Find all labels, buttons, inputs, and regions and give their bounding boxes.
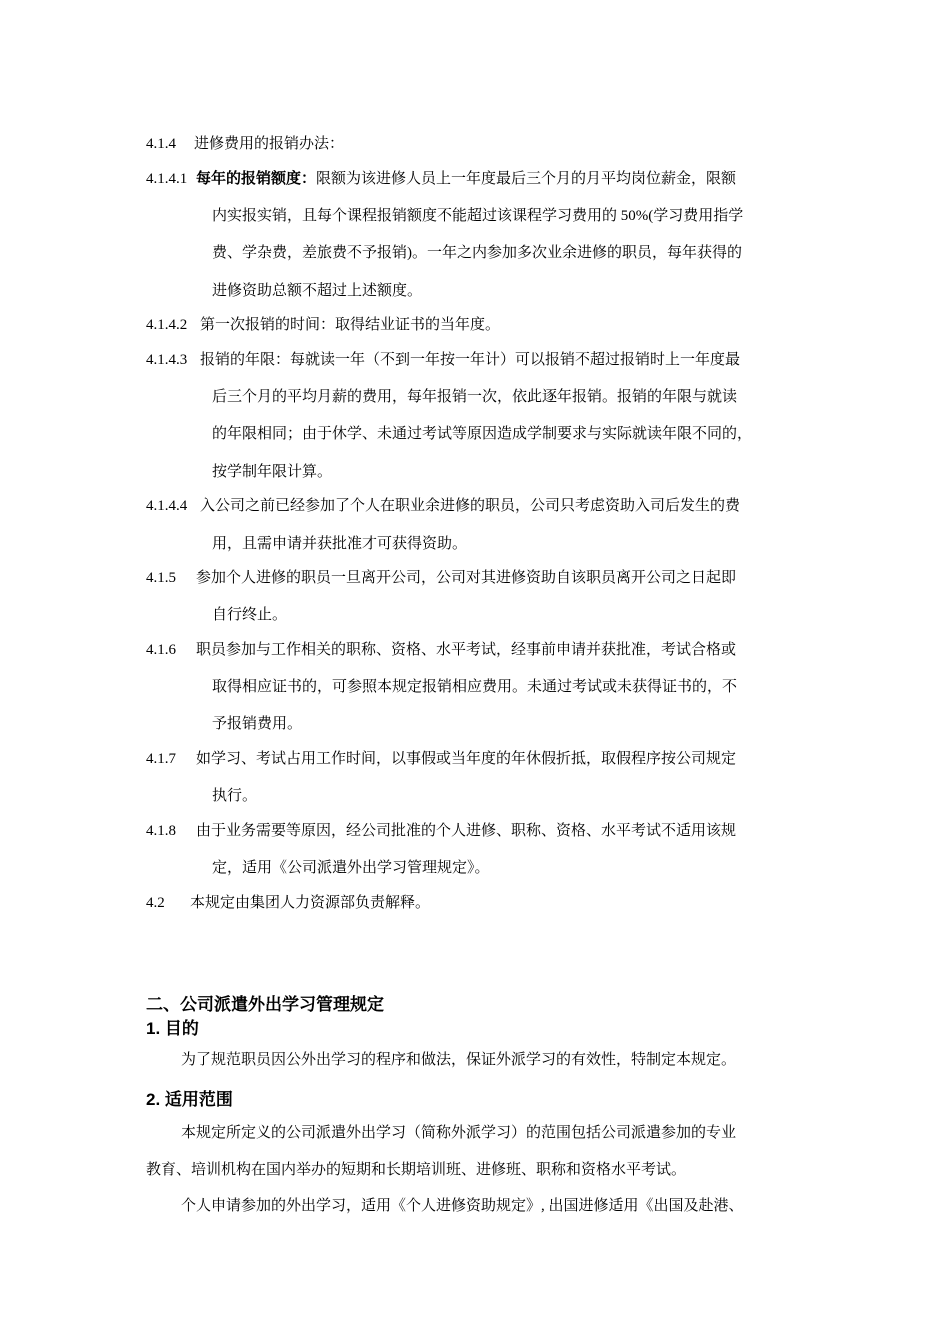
clause-4-1-4 xyxy=(146,134,344,154)
clause-line: 后三个月的平均月薪的费用，每年报销一次，依此逐年报销。报销的年限与就读 xyxy=(212,389,738,405)
clause-line: 进修资助总额不超过上述额度。 xyxy=(212,283,423,299)
clause-number: 4.1.4.3 xyxy=(146,352,188,368)
clause-text: 进修费用的报销办法： xyxy=(194,136,345,152)
scope-text: 本规定所定义的公司派遣外出学习（简称外派学习）的范围包括公司派遣参加的专业 xyxy=(181,1125,737,1141)
clause-number: 4.1.6 xyxy=(146,642,176,658)
clause-text: 由于业务需要等原因，经公司批准的个人进修、职称、资格、水平考试不适用该规 xyxy=(196,823,737,839)
clause-4-1-4-4 xyxy=(146,496,740,516)
clause-4-1-5 xyxy=(146,568,736,588)
clause-text: 限额为该进修人员上一年度最后三个月的月平均岗位薪金，限额 xyxy=(316,171,737,187)
clause-number: 4.1.4 xyxy=(146,136,176,152)
clause-4-1-4-1 xyxy=(146,169,736,189)
clause-bold-label: 每年的报销额度： xyxy=(196,171,317,187)
clause-4-1-4-3 xyxy=(146,350,740,370)
clause-number: 4.2 xyxy=(146,895,165,911)
heading-scope: 2. 适用范围 xyxy=(146,1090,233,1109)
clause-4-1-7 xyxy=(146,749,736,769)
clause-text: 参加个人进修的职员一旦离开公司，公司对其进修资助自该职员离开公司之日起即 xyxy=(196,570,737,586)
clause-text: 本规定由集团人力资源部负责解释。 xyxy=(190,895,431,911)
clause-line: 按学制年限计算。 xyxy=(212,464,333,480)
clause-line: 取得相应证书的，可参照本规定报销相应费用。未通过考试或未获得证书的，不 xyxy=(212,679,738,695)
clause-text: 报销的年限：每就读一年（不到一年按一年计）可以报销不超过报销时上一年度最 xyxy=(200,352,741,368)
scope-text: 个人申请参加的外出学习，适用《个人进修资助规定》, 出国进修适用《出国及赴港、 xyxy=(181,1198,744,1214)
clause-text: 第一次报销的时间：取得结业证书的当年度。 xyxy=(200,317,501,333)
scope-text: 教育、培训机构在国内举办的短期和长期培训班、进修班、职称和资格水平考试。 xyxy=(146,1162,687,1178)
clause-line: 自行终止。 xyxy=(212,607,288,623)
section-title: 二、公司派遣外出学习管理规定 xyxy=(146,995,384,1014)
clause-4-2 xyxy=(146,893,430,913)
clause-number: 4.1.7 xyxy=(146,751,176,767)
clause-line: 予报销费用。 xyxy=(212,716,303,732)
clause-4-1-6 xyxy=(146,640,736,660)
clause-line: 用，且需申请并获批准才可获得资助。 xyxy=(212,536,468,552)
clause-number: 4.1.4.2 xyxy=(146,317,188,333)
clause-number: 4.1.8 xyxy=(146,823,176,839)
clause-text: 入公司之前已经参加了个人在职业余进修的职员，公司只考虑资助入司后发生的费 xyxy=(200,498,741,514)
clause-number: 4.1.4.1 xyxy=(146,171,188,187)
clause-number: 4.1.4.4 xyxy=(146,498,188,514)
clause-4-1-4-2 xyxy=(146,315,500,335)
clause-number: 4.1.5 xyxy=(146,570,176,586)
clause-line: 的年限相同；由于休学、未通过考试等原因造成学制要求与实际就读年限不同的， xyxy=(212,426,753,442)
clause-line: 费、学杂费，差旅费不予报销)。一年之内参加多次业余进修的职员，每年获得的 xyxy=(212,245,742,261)
clause-line: 执行。 xyxy=(212,788,258,804)
clause-text: 职员参加与工作相关的职称、资格、水平考试，经事前申请并获批准，考试合格或 xyxy=(196,642,737,658)
clause-line: 内实报实销，且每个课程报销额度不能超过该课程学习费用的 50%(学习费用指学 xyxy=(212,208,744,224)
clause-text: 如学习、考试占用工作时间，以事假或当年度的年休假折抵，取假程序按公司规定 xyxy=(196,751,737,767)
clause-line: 定，适用《公司派遣外出学习管理规定》。 xyxy=(212,860,490,876)
purpose-text: 为了规范职员因公外出学习的程序和做法，保证外派学习的有效性，特制定本规定。 xyxy=(181,1052,737,1068)
heading-purpose: 1. 目的 xyxy=(146,1019,199,1038)
clause-4-1-8 xyxy=(146,821,736,841)
